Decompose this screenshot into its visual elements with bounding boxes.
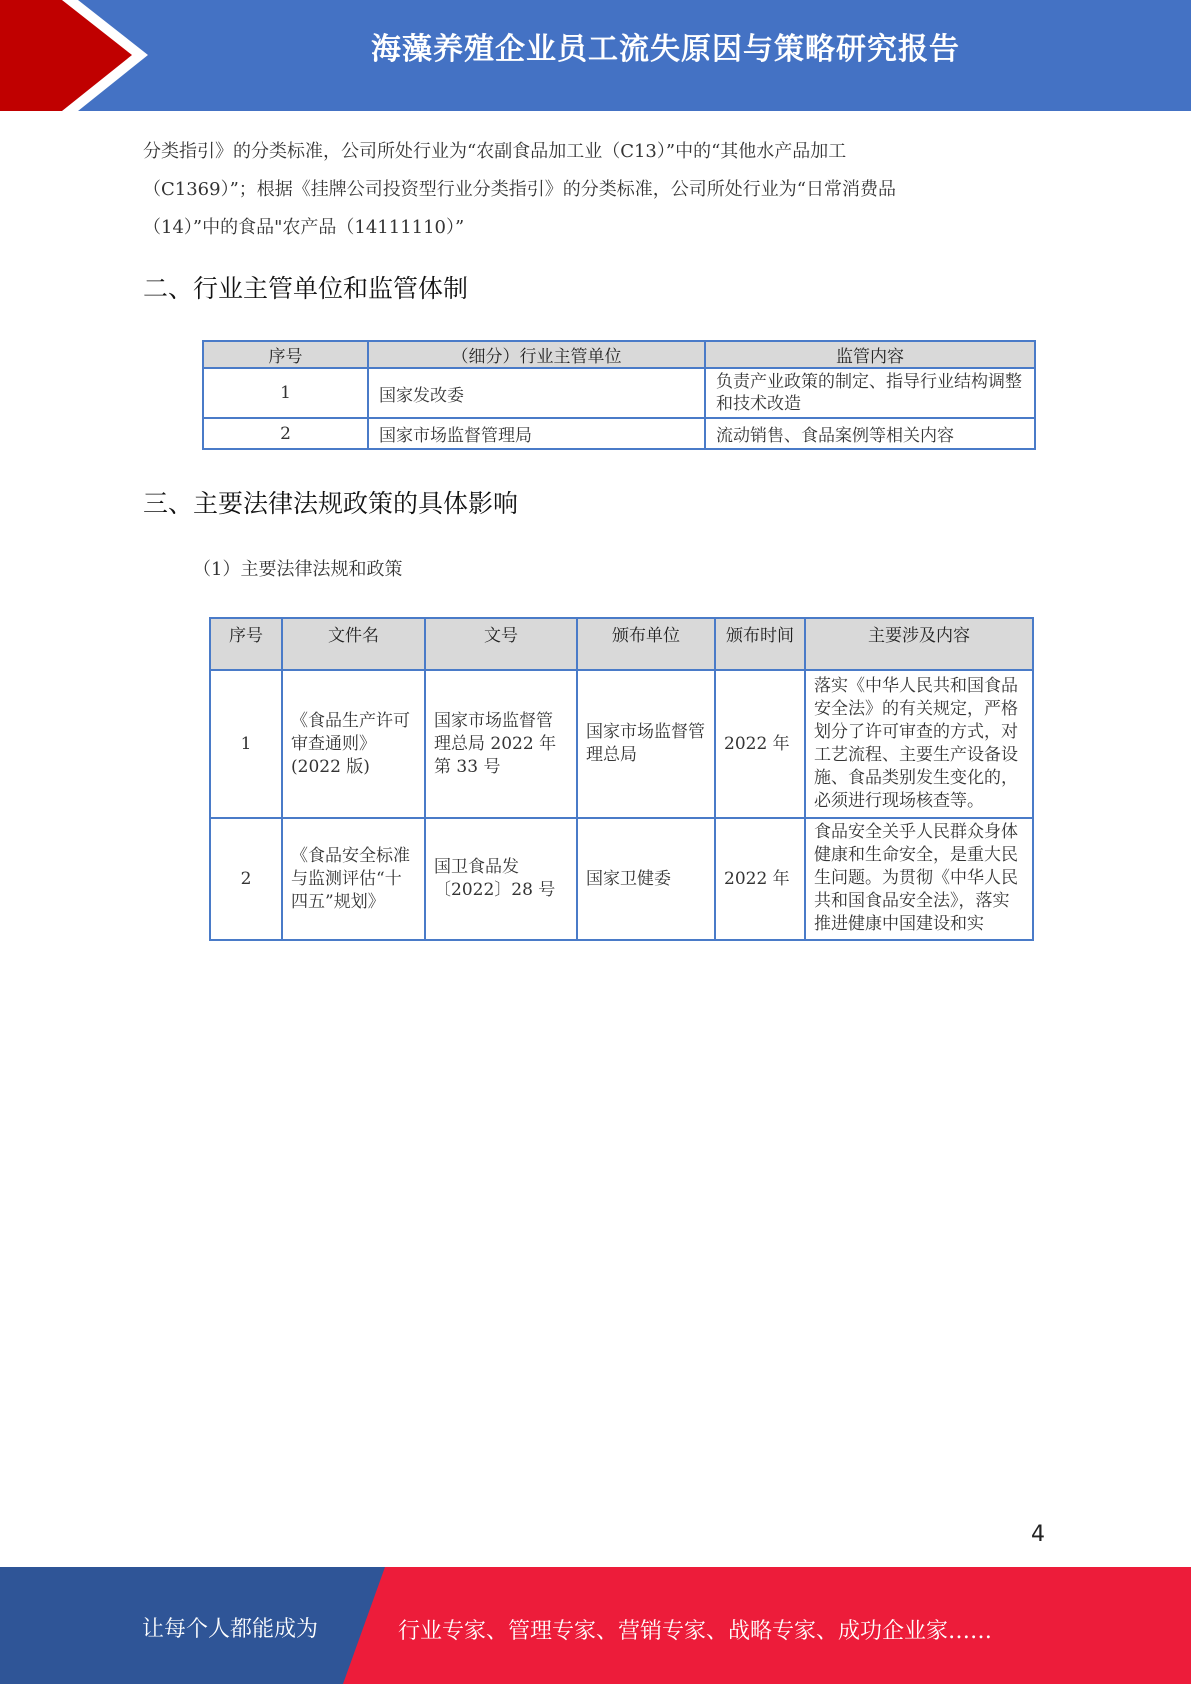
regulator-table	[202, 340, 1036, 450]
table-header-row	[203, 341, 1035, 368]
table-cell: 国家发改委	[368, 368, 705, 418]
laws-table	[209, 617, 1034, 941]
table-cell: 2	[210, 818, 282, 940]
table-cell: 食品安全关乎人民群众身体健康和生命安全，是重大民生问题。为贯彻《中华人民共和国食品安全法》，落实推进健康中国建设和实	[805, 818, 1033, 940]
table-header-cell: 主要涉及内容	[805, 618, 1033, 670]
intro-line: 分类指引》的分类标准，公司所处行业为“农副食品加工业（C13）”中的“其他水产品加工	[143, 141, 847, 162]
intro-line: （14）”中的食品"农产品（14111110）”	[143, 217, 465, 238]
table-header-cell: 序号	[210, 618, 282, 670]
table-header-cell: 文件名	[282, 618, 425, 670]
table-header-cell: （细分）行业主管单位	[368, 341, 705, 368]
table-row	[203, 368, 1035, 418]
table-cell: 负责产业政策的制定、指导行业结构调整和技术改造	[705, 368, 1035, 418]
subheading-laws: （1）主要法律法规和政策	[193, 559, 403, 580]
table-cell: 国家市场监督管理局	[368, 418, 705, 449]
footer-slogan-left: 让每个人都能成为	[142, 1617, 319, 1642]
section-heading-regulators: 二、行业主管单位和监管体制	[143, 274, 469, 303]
table-cell: 《食品生产许可审查通则》(2022 版)	[282, 670, 425, 818]
table-cell: 落实《中华人民共和国食品安全法》的有关规定，严格划分了许可审查的方式，对工艺流程、主要生产设备设施、食品类别发生变化的，必须进行现场核查等。	[805, 670, 1033, 818]
table-cell: 1	[203, 368, 368, 418]
page-number: 4	[1031, 1522, 1045, 1547]
table-header-cell: 监管内容	[705, 341, 1035, 368]
table-header-cell: 文号	[425, 618, 577, 670]
table-row	[210, 670, 1033, 818]
table-cell: 国卫食品发〔2022〕28 号	[425, 818, 577, 940]
table-cell: 国家卫健委	[577, 818, 715, 940]
table-cell: 国家市场监督管理总局	[577, 670, 715, 818]
table-header-row	[210, 618, 1033, 670]
footer-slogan-right: 行业专家、管理专家、营销专家、战略专家、成功企业家……	[398, 1619, 993, 1644]
table-row	[210, 818, 1033, 940]
header-bar	[0, 0, 1191, 111]
intro-line: （C1369）”；根据《挂牌公司投资型行业分类指引》的分类标准，公司所处行业为“日常消费品	[143, 179, 896, 200]
table-cell: 国家市场监督管理总局 2022 年第 33 号	[425, 670, 577, 818]
table-cell: 2022 年	[715, 670, 805, 818]
table-cell: 《食品安全标准与监测评估“十四五”规划》	[282, 818, 425, 940]
document-title: 海藻养殖企业员工流失原因与策略研究报告	[371, 32, 960, 67]
table-header-cell: 颁布单位	[577, 618, 715, 670]
intro-paragraph	[143, 133, 1063, 247]
table-cell: 2022 年	[715, 818, 805, 940]
section-heading-laws: 三、主要法律法规政策的具体影响	[143, 489, 519, 518]
table-cell: 2	[203, 418, 368, 449]
table-header-cell: 颁布时间	[715, 618, 805, 670]
table-cell: 1	[210, 670, 282, 818]
table-header-cell: 序号	[203, 341, 368, 368]
table-cell: 流动销售、食品案例等相关内容	[705, 418, 1035, 449]
table-row	[203, 418, 1035, 449]
